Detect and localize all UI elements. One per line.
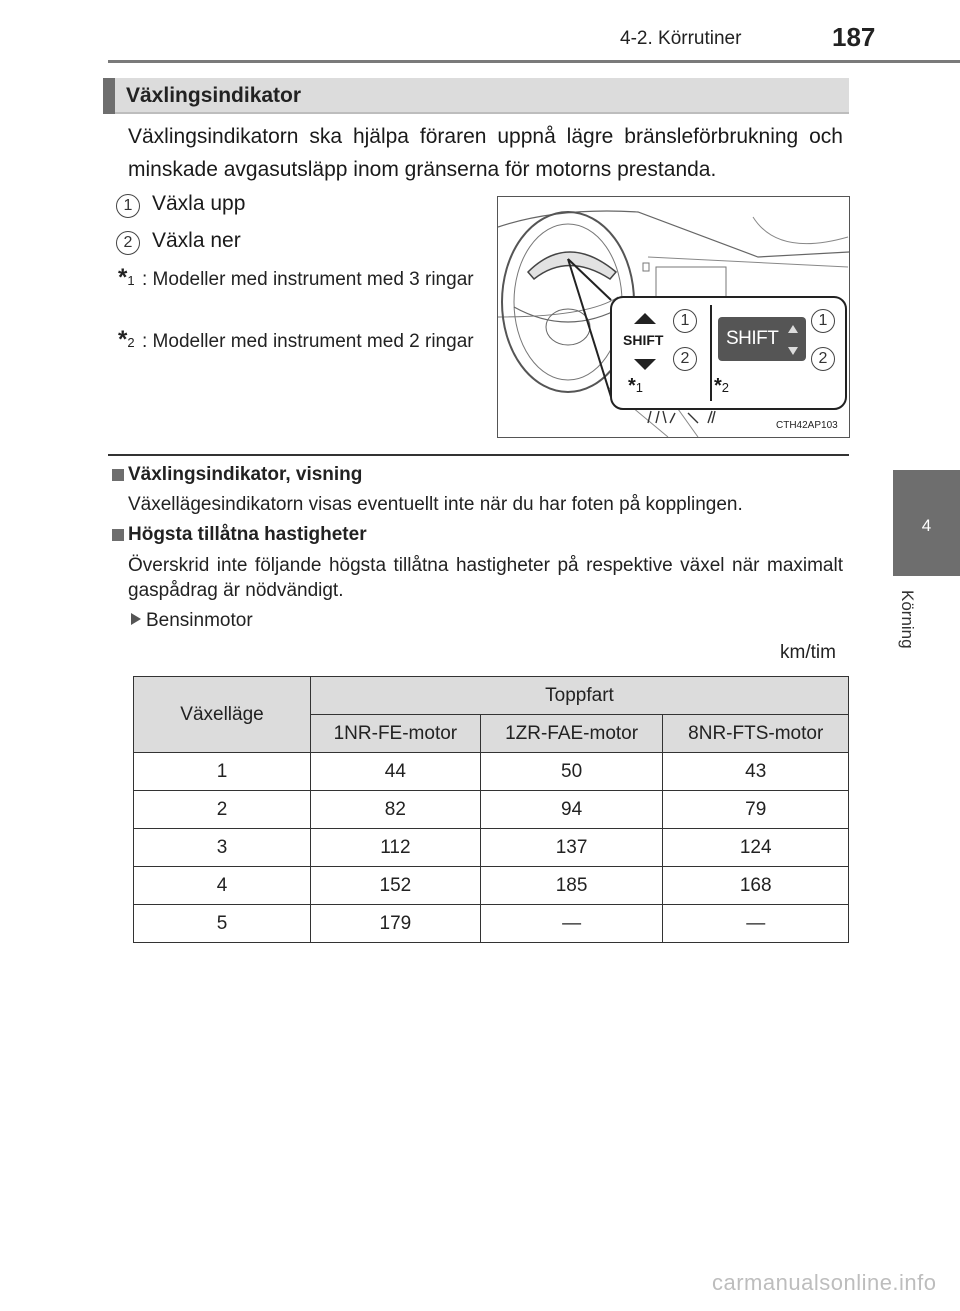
footnote-1-marker (118, 264, 135, 292)
col-header-top-speed: Toppfart (311, 677, 849, 715)
col-header-engine-1: 1NR-FE-motor (311, 715, 481, 753)
triangle-bullet-icon (130, 612, 142, 631)
figure-code: CTH42AP103 (776, 420, 838, 431)
unit-label: km/tim (780, 642, 836, 663)
legend-label-shift-down: Växla ner (152, 229, 241, 252)
table-cell: 50 (480, 753, 663, 791)
table-row (134, 905, 849, 943)
figure-note-2-sup: 2 (721, 380, 730, 395)
table-cell: 179 (311, 905, 481, 943)
legend-label-shift-up: Växla upp (152, 192, 246, 215)
table-cell: 124 (663, 829, 849, 867)
table-cell: 152 (311, 867, 481, 905)
shift-label-3-dial: SHIFT (623, 332, 664, 348)
chapter-tab-number: 4 (921, 516, 932, 535)
table-row (134, 753, 849, 791)
table-cell: 43 (663, 753, 849, 791)
shift-indicator-figure (497, 196, 850, 438)
callout-number-1-left: 1 (673, 309, 697, 333)
figure-note-star-icon: * (714, 375, 722, 397)
col-header-engine-2: 1ZR-FAE-motor (480, 715, 663, 753)
header-rule (108, 60, 960, 63)
col-header-gear: Växelläge (134, 677, 311, 753)
table-cell: 79 (663, 791, 849, 829)
shift-label-2-dial: SHIFT (726, 328, 779, 349)
col-header-engine-3: 8NR-FTS-motor (663, 715, 849, 753)
subsection-body-max-speeds: Överskrid inte följande högsta tillåtna hastigheter på respektive växel när maximalt gaspådrag är nödvändigt. (128, 555, 843, 601)
footnote-1-sup: 1 (127, 273, 135, 288)
subsection-title-max-speeds: Högsta tillåtna hastigheter (128, 524, 367, 545)
chapter-label-text: Körning (898, 590, 917, 649)
footnote-star-icon: * (118, 264, 128, 291)
figure-note-1-sup: 1 (635, 380, 644, 395)
figure-note-2 (714, 375, 729, 398)
subsection-title-display: Växlingsindikator, visning (128, 464, 363, 485)
table-cell: 94 (480, 791, 663, 829)
table-row (134, 829, 849, 867)
engine-item-label: Bensinmotor (146, 610, 253, 631)
footnote-2-marker (118, 326, 135, 354)
running-header-section: 4-2. Körrutiner (620, 28, 742, 49)
table-cell: 3 (134, 829, 311, 867)
callout-number-1-right: 1 (811, 309, 835, 333)
table-cell: 1 (134, 753, 311, 791)
intro-paragraph: Växlingsindikatorn ska hjälpa föraren uppnå lägre bränsleförbrukning och minskade avgasutsläpp inom gränserna för motorns prestanda. (128, 125, 843, 181)
section-title: Växlingsindikator (126, 84, 302, 107)
legend-number-1: 1 (116, 194, 140, 218)
table-cell: 44 (311, 753, 481, 791)
footnote-1-text: : Modeller med instrument med 3 ringar (142, 269, 474, 290)
table-cell: — (480, 905, 663, 943)
table-cell: 4 (134, 867, 311, 905)
watermark-text: carmanualsonline.info (712, 1270, 937, 1295)
table-cell: 112 (311, 829, 481, 867)
table-cell: 137 (480, 829, 663, 867)
callout-number-2-right: 2 (811, 347, 835, 371)
footnote-2-sup: 2 (127, 335, 135, 350)
table-cell: 185 (480, 867, 663, 905)
table-cell: 168 (663, 867, 849, 905)
footnote-star-icon: * (118, 326, 128, 353)
subsection-body-display: Växellägesindikatorn visas eventuellt inte när du har foten på kopplingen. (128, 494, 743, 515)
square-bullet-icon (112, 529, 124, 541)
table-cell: 5 (134, 905, 311, 943)
table-cell: 2 (134, 791, 311, 829)
table-cell: 82 (311, 791, 481, 829)
max-speed-table (133, 676, 849, 943)
footnote-2-text: : Modeller med instrument med 2 ringar (142, 331, 474, 352)
figure-note-1 (628, 375, 643, 398)
page-number: 187 (832, 22, 876, 52)
figure-note-star-icon: * (628, 375, 636, 397)
legend-number-2: 2 (116, 231, 140, 255)
section-heading-marker (103, 78, 115, 114)
section-divider (108, 454, 849, 456)
table-row (134, 867, 849, 905)
chapter-tab-label (893, 590, 927, 670)
table-row (134, 791, 849, 829)
square-bullet-icon (112, 469, 124, 481)
table-cell: — (663, 905, 849, 943)
callout-number-2-left: 2 (673, 347, 697, 371)
